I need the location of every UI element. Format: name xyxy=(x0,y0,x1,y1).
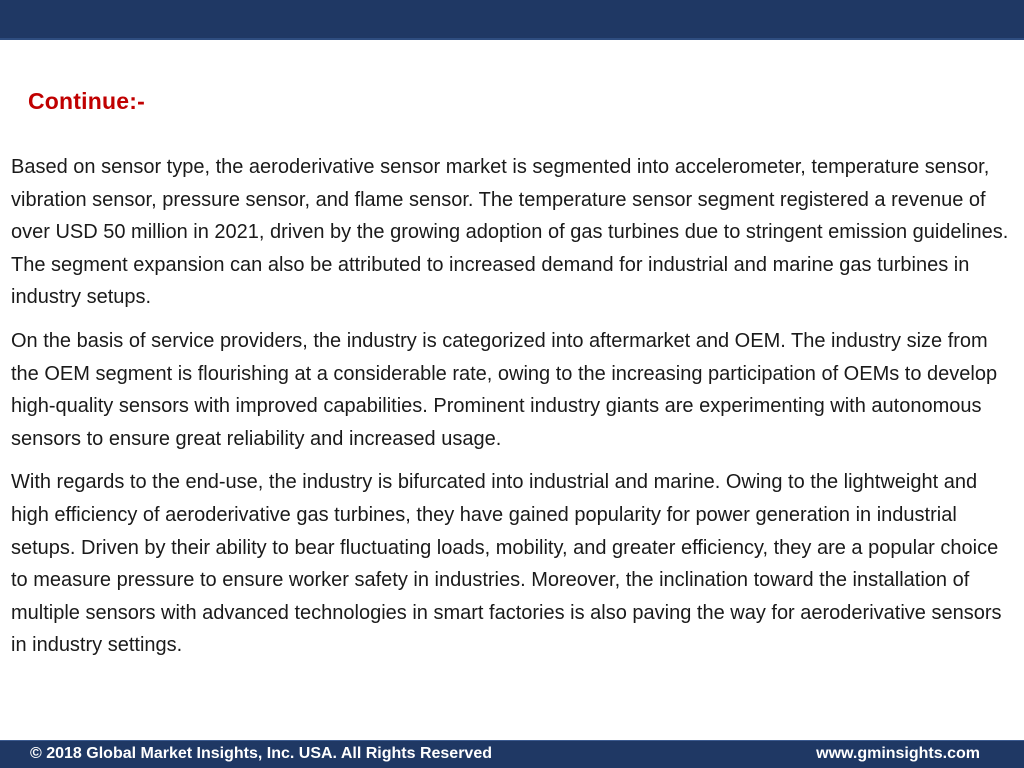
footer-bar xyxy=(0,740,1024,768)
header-bar xyxy=(0,0,1024,40)
footer-copyright: © 2018 Global Market Insights, Inc. USA. All Rights Reserved xyxy=(30,745,492,762)
footer-website-link[interactable]: www.gminsights.com xyxy=(816,745,980,762)
body-text xyxy=(11,151,1017,673)
paragraph-end-use: With regards to the end-use, the industry is bifurcated into industrial and marine. Owing to the lightweight and high efficiency of aeroderivative gas turbines, they have gained popularity for power generation in industrial setups. Driven by their ability to bear fluctuating loads, mobility, and greater efficiency, they are a popular choice to measure pressure to ensure worker safety in industries. Moreover, the inclination toward the installation of multiple sensors with advanced technologies in smart factories is also paving the way for aeroderivative sensors in industry settings. xyxy=(11,471,1002,657)
slide-heading: Continue:- xyxy=(28,88,145,114)
paragraph-sensor-type: Based on sensor type, the aeroderivative sensor market is segmented into accelerometer, temperature sensor, vibration sensor, pressure sensor, and flame sensor. The temperature sensor segment registered a revenue of over USD 50 million in 2021, driven by the growing adoption of gas turbines due to stringent emission guidelines. The segment expansion can also be attributed to increased demand for industrial and marine gas turbines in industry setups. xyxy=(11,156,1009,309)
paragraph-service-providers: On the basis of service providers, the industry is categorized into aftermarket and OEM. The industry size from the OEM segment is flourishing at a considerable rate, owing to the increasing participation of OEMs to develop high-quality sensors with improved capabilities. Prominent industry giants are experimenting with autonomous sensors to ensure great reliability and increased usage. xyxy=(11,329,998,450)
